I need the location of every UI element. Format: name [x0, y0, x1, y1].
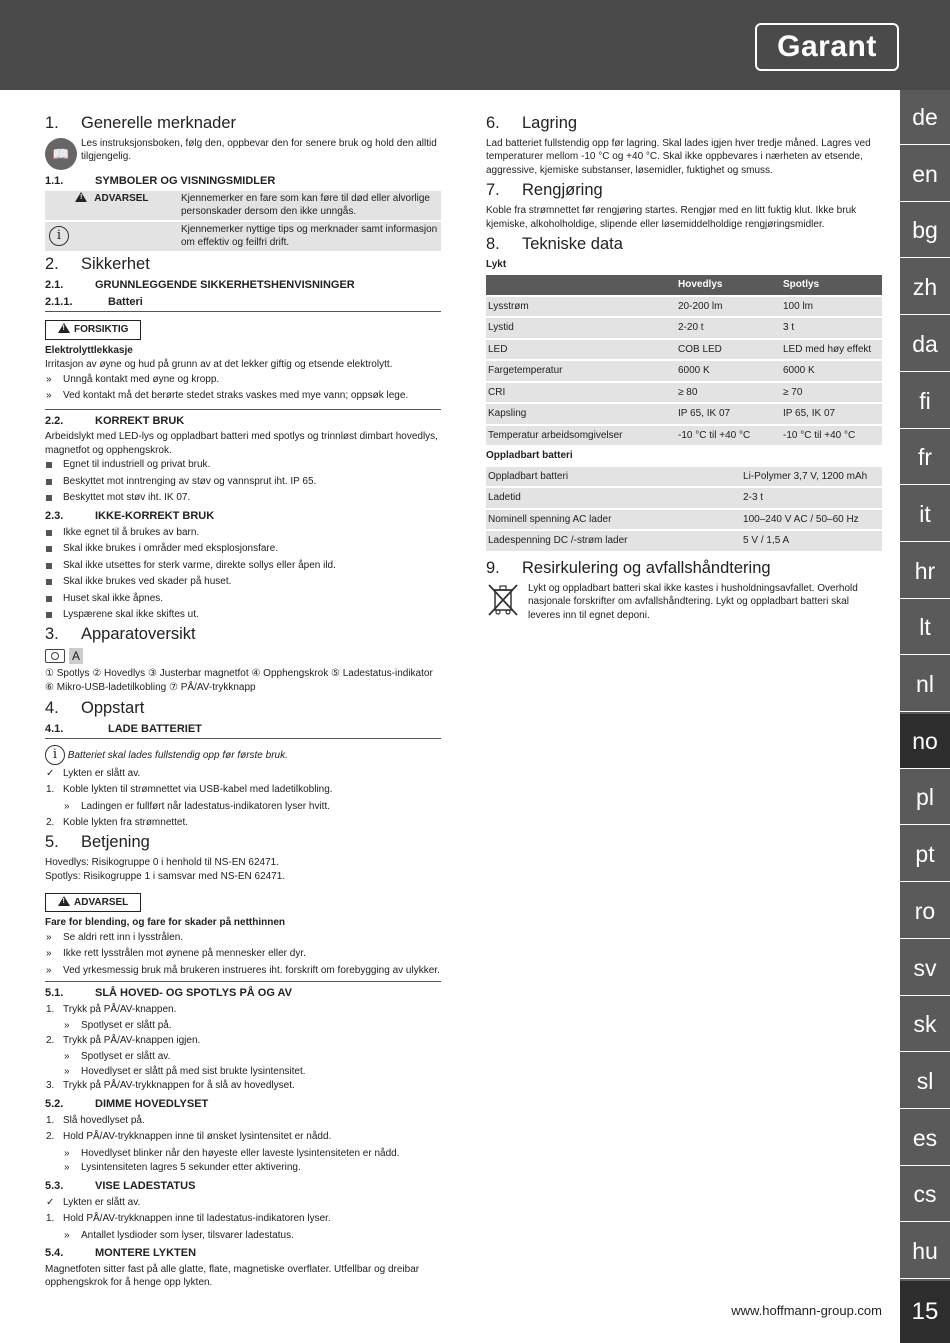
- table-cell: LED med høy effekt: [781, 339, 882, 361]
- warning-triangle-icon: [58, 896, 70, 906]
- device-legend: ① Spotlys ② Hovedlys ③ Justerbar magnetfot ④ Opphengskrok ⑤ Ladestatus-indikator ⑥ Mikro-USB-ladetilkobling ⑦ PÅ/AV-trykknapp: [45, 668, 433, 693]
- crossed-bin-icon: [486, 582, 520, 618]
- table-cell: 100–240 V AC / 50–60 Hz: [741, 509, 882, 531]
- list-item: » Hovedlyset er slått på med sist brukte lysintensitet.: [64, 1065, 306, 1077]
- recycling-text: Lykt og oppladbart batteri skal ikke kastes i husholdningsavfallet. Overhold nasjonale forskrifter om avfallshåndtering. Lykt og oppladbart batteri skal leveres inn til egnet deponi.: [528, 582, 858, 621]
- list-item: » Ikke rett lysstrålen mot øynene på mennesker eller dyr.: [46, 948, 306, 960]
- risk-group-spot: Spotlys: Risikogruppe 1 i samsvar med NS-EN 62471.: [45, 871, 286, 883]
- language-tab-hu[interactable]: hu: [900, 1224, 950, 1279]
- list-item: » Unngå kontakt med øyne og kropp.: [46, 373, 220, 385]
- language-tab-sv[interactable]: sv: [900, 941, 950, 996]
- table-header-row: Hovedlys Spotlys: [486, 274, 882, 296]
- language-tab-de[interactable]: de: [900, 90, 950, 145]
- table-row: [486, 339, 882, 361]
- table-cell: 6000 K: [781, 360, 882, 382]
- language-tab-es[interactable]: es: [900, 1111, 950, 1166]
- section-1-1-heading: 1.1. SYMBOLER OG VISNINGSMIDLER: [45, 174, 276, 187]
- garant-logo: Garant: [755, 23, 899, 71]
- hazard-title: Fare for blending, og fare for skader på netthinnen: [45, 917, 286, 929]
- list-item: ✓ Lykten er slått av.: [46, 767, 141, 779]
- section-1-intro: Les instruksjonsboken, følg den, oppbevar den for senere bruk og hold den alltid tilgjengelig.: [81, 137, 437, 163]
- symbol-table: [45, 191, 441, 251]
- table-cell: ≥ 80: [676, 382, 781, 404]
- section-3-heading: 3. Apparatoversikt: [45, 624, 196, 643]
- section-2-2-heading: 2.2. KORREKT BRUK: [45, 414, 185, 427]
- table-cell: 100 lm: [781, 296, 882, 318]
- language-tab-sl[interactable]: sl: [900, 1054, 950, 1109]
- caution-label-box: !FORSIKTIG: [45, 320, 141, 340]
- list-item: 2. Koble lykten fra strømnettet.: [46, 817, 189, 829]
- section-2-1-1-heading: 2.1.1. Batteri: [45, 295, 441, 312]
- section-5-heading: 5. Betjening: [45, 832, 150, 851]
- cleaning-text: Koble fra strømnettet før rengjøring startes. Rengjør med en litt fuktig klut. Ikke bruk kjemiske, alkoholholdige, slipende eller løsemiddelholdige rengjøringsmidler.: [486, 205, 857, 230]
- table-cell: 5 V / 1,5 A: [741, 530, 882, 551]
- table-row: [486, 425, 882, 446]
- list-item: Skal ikke utsettes for sterk varme, direkte sollys eller åpen ild.: [45, 559, 441, 573]
- language-tab-pt[interactable]: pt: [900, 827, 950, 882]
- section-5-4-heading: 5.4. MONTERE LYKTEN: [45, 1247, 197, 1260]
- language-tab-it[interactable]: it: [900, 487, 950, 542]
- section-5-3-heading: 5.3. VISE LADESTATUS: [45, 1179, 196, 1192]
- language-tab-fi[interactable]: fi: [900, 374, 950, 429]
- table-cell: Lysstrøm: [486, 296, 676, 318]
- language-tab-zh[interactable]: zh: [900, 260, 950, 315]
- table-cell: IP 65, IK 07: [781, 403, 882, 425]
- table-cell: LED: [486, 339, 676, 361]
- table-row: [486, 530, 882, 551]
- risk-group-main: Hovedlys: Risikogruppe 0 i henhold til NS-EN 62471.: [45, 856, 280, 868]
- section-1-heading: 1. Generelle merknader: [45, 114, 236, 132]
- section-9-heading: 9. Resirkulering og avfallshåndtering: [486, 558, 771, 577]
- table-cell: ≥ 70: [781, 382, 882, 404]
- read-manual-icon: 📖: [45, 138, 77, 170]
- section-4-heading: 4. Oppstart: [45, 699, 145, 718]
- page-number: 15: [900, 1281, 950, 1343]
- info-note: i Batteriet skal lades fullstendig opp før første bruk.: [45, 745, 441, 765]
- table-cell: Kapsling: [486, 403, 676, 425]
- info-icon: i: [45, 745, 65, 765]
- language-tab-en[interactable]: en: [900, 147, 950, 202]
- warning-label-box: !ADVARSEL: [45, 893, 141, 913]
- section-5-2-heading: 5.2. DIMME HOVEDLYSET: [45, 1097, 209, 1110]
- table-row: [486, 403, 882, 425]
- language-tab-lt[interactable]: lt: [900, 600, 950, 655]
- table-cell: 6000 K: [676, 360, 781, 382]
- list-item: Beskyttet mot inntrenging av støv og vannsprut iht. IP 65.: [45, 475, 441, 489]
- section-2-3-heading: 2.3. IKKE-KORREKT BRUK: [45, 509, 215, 522]
- list-item: 1. Trykk på PÅ/AV-knappen.: [46, 1003, 177, 1015]
- list-item: Skal ikke brukes ved skader på huset.: [45, 575, 441, 589]
- table-row: [486, 466, 882, 488]
- list-item: » Ved kontakt må det berørte stedet straks vaskes med mye vann; oppsøk lege.: [46, 390, 409, 402]
- language-tab-no[interactable]: no: [900, 714, 950, 769]
- table-cell: COB LED: [676, 339, 781, 361]
- table-cell: 2-20 t: [676, 317, 781, 339]
- warning-triangle-icon: [58, 323, 70, 333]
- list-item: » Ladingen er fullført når ladestatus-indikatoren lyser hvitt.: [64, 800, 331, 812]
- list-item: 1. Hold PÅ/AV-trykknappen inne til ladestatus-indikatoren lyser.: [46, 1213, 331, 1225]
- warning-symbol-cell: ! ADVARSEL: [45, 191, 179, 221]
- lamp-data-table: [486, 273, 882, 445]
- list-item: » Ved yrkesmessig bruk må brukeren instrueres iht. forskrift om forebygging av ulykker.: [46, 964, 440, 976]
- hazard-text: Irritasjon av øyne og hud på grunn av at det lekker giftig og etsende elektrolytt.: [45, 359, 393, 371]
- header-bar: [0, 0, 950, 90]
- list-item: » Hovedlyset blinker når den høyeste eller laveste lysintensiteten er nådd.: [64, 1147, 400, 1159]
- warning-description: Kjennemerker en fare som kan føre til død eller alvorlige personskader dersom den ikke unngås.: [179, 191, 441, 221]
- recycling-block: [486, 582, 882, 623]
- language-tab-fr[interactable]: fr: [900, 430, 950, 485]
- section-5-1-heading: 5.1. SLÅ HOVED- OG SPOTLYS PÅ OG AV: [45, 987, 293, 1000]
- table-cell: Lystid: [486, 317, 676, 339]
- list-item: 2. Trykk på PÅ/AV-knappen igjen.: [46, 1034, 201, 1046]
- info-symbol-cell: [45, 221, 179, 251]
- table-row: [486, 296, 882, 318]
- mounting-text: Magnetfoten sitter fast på alle glatte, flate, magnetiske overflater. Utfellbar og dreibar opphengskrok for å henge opp lykten.: [45, 1263, 420, 1289]
- language-tab-ro[interactable]: ro: [900, 884, 950, 939]
- list-item: 3. Trykk på PÅ/AV-trykknappen for å slå av hovedlyset.: [46, 1080, 295, 1092]
- list-item: Beskyttet mot støv iht. IK 07.: [45, 491, 441, 505]
- table-cell: 20-200 lm: [676, 296, 781, 318]
- battery-table-label: Oppladbart batteri: [486, 450, 573, 462]
- table-cell: -10 °C til +40 °C: [781, 425, 882, 446]
- hazard-title: Elektrolyttlekkasje: [45, 344, 133, 356]
- language-tab-hr[interactable]: hr: [900, 544, 950, 599]
- language-tab-sk[interactable]: sk: [900, 997, 950, 1052]
- table-cell: IP 65, IK 07: [676, 403, 781, 425]
- table-cell: 2-3 t: [741, 487, 882, 509]
- table-row: [486, 487, 882, 509]
- list-item: Skal ikke brukes i områder med eksplosjonsfare.: [45, 542, 441, 556]
- table-row: [486, 509, 882, 531]
- table-cell: CRI: [486, 382, 676, 404]
- figure-reference: A: [45, 648, 441, 665]
- list-item: Lyspærene skal ikke skiftes ut.: [45, 608, 441, 622]
- table-cell: Oppladbart batteri: [486, 466, 741, 488]
- section-2-heading: 2. Sikkerhet: [45, 254, 150, 273]
- lamp-table-label: Lykt: [486, 258, 507, 270]
- table-row: [486, 317, 882, 339]
- warning-triangle-icon: [75, 192, 87, 202]
- camera-icon: [45, 649, 65, 663]
- table-row: [486, 360, 882, 382]
- table-cell: Ladespenning DC /-strøm lader: [486, 530, 741, 551]
- section-4-1-heading: 4.1. LADE BATTERIET: [45, 722, 441, 739]
- battery-data-table: [486, 465, 882, 551]
- table-cell: -10 °C til +40 °C: [676, 425, 781, 446]
- list-item: » Antallet lysdioder som lyser, tilsvarer ladestatus.: [64, 1229, 294, 1241]
- language-tab-pl[interactable]: pl: [900, 770, 950, 825]
- info-icon: i: [49, 226, 69, 246]
- language-tab-nl[interactable]: nl: [900, 657, 950, 712]
- list-item: Huset skal ikke åpnes.: [45, 592, 441, 606]
- list-item: » Spotlyset er slått på.: [64, 1020, 172, 1032]
- section-6-heading: 6. Lagring: [486, 114, 578, 132]
- list-item: 1. Slå hovedlyset på.: [46, 1114, 145, 1126]
- correct-use-text: Arbeidslykt med LED-lys og oppladbart batteri med spotlys og trinnløst dimbart hovedlys, magnetfot og opphengskrok.: [45, 431, 438, 456]
- list-item: » Lysintensiteten lagres 5 sekunder etter aktivering.: [64, 1162, 301, 1174]
- list-item: 1. Koble lykten til strømnettet via USB-kabel med ladetilkobling.: [46, 784, 333, 796]
- list-item: Ikke egnet til å brukes av barn.: [45, 526, 441, 540]
- footer-url: www.hoffmann-group.com: [731, 1303, 882, 1318]
- section-8-heading: 8. Tekniske data: [486, 235, 623, 254]
- language-tab-da[interactable]: da: [900, 317, 950, 372]
- list-item: ✓ Lykten er slått av.: [46, 1196, 141, 1208]
- left-column: [45, 112, 441, 1291]
- table-cell: Nominell spenning AC lader: [486, 509, 741, 531]
- list-item: » Spotlyset er slått av.: [64, 1051, 171, 1063]
- table-cell: Temperatur arbeidsomgivelser: [486, 425, 676, 446]
- list-item: » Se aldri rett inn i lysstrålen.: [46, 931, 184, 943]
- section-2-1-heading: 2.1. GRUNNLEGGENDE SIKKERHETSHENVISNINGER: [45, 279, 355, 292]
- language-tab-cs[interactable]: cs: [900, 1167, 950, 1222]
- storage-text: Lad batteriet fullstendig opp før lagring. Skal lades igjen hver tredje måned. Lagres ved temperaturer mellom -10 °C og +40 °C. Skal ikke oppbevares i nærheten av etsende, aggressive, kjemiske substanser, løsemidler, fuktighet og smuss.: [486, 137, 871, 176]
- list-item: Egnet til industriell og privat bruk.: [45, 458, 441, 472]
- table-cell: 3 t: [781, 317, 882, 339]
- section-7-heading: 7. Rengjøring: [486, 181, 603, 200]
- info-description: Kjennemerker nyttige tips og merknader samt informasjon om effektiv og feilfri drift.: [179, 221, 441, 251]
- right-column: [486, 112, 882, 623]
- table-cell: Li-Polymer 3,7 V, 1200 mAh: [741, 466, 882, 488]
- table-row: [486, 382, 882, 404]
- table-cell: Ladetid: [486, 487, 741, 509]
- table-cell: Fargetemperatur: [486, 360, 676, 382]
- language-tab-bg[interactable]: bg: [900, 203, 950, 258]
- list-item: 2. Hold PÅ/AV-trykknappen inne til ønsket lysintensitet er nådd.: [46, 1131, 332, 1143]
